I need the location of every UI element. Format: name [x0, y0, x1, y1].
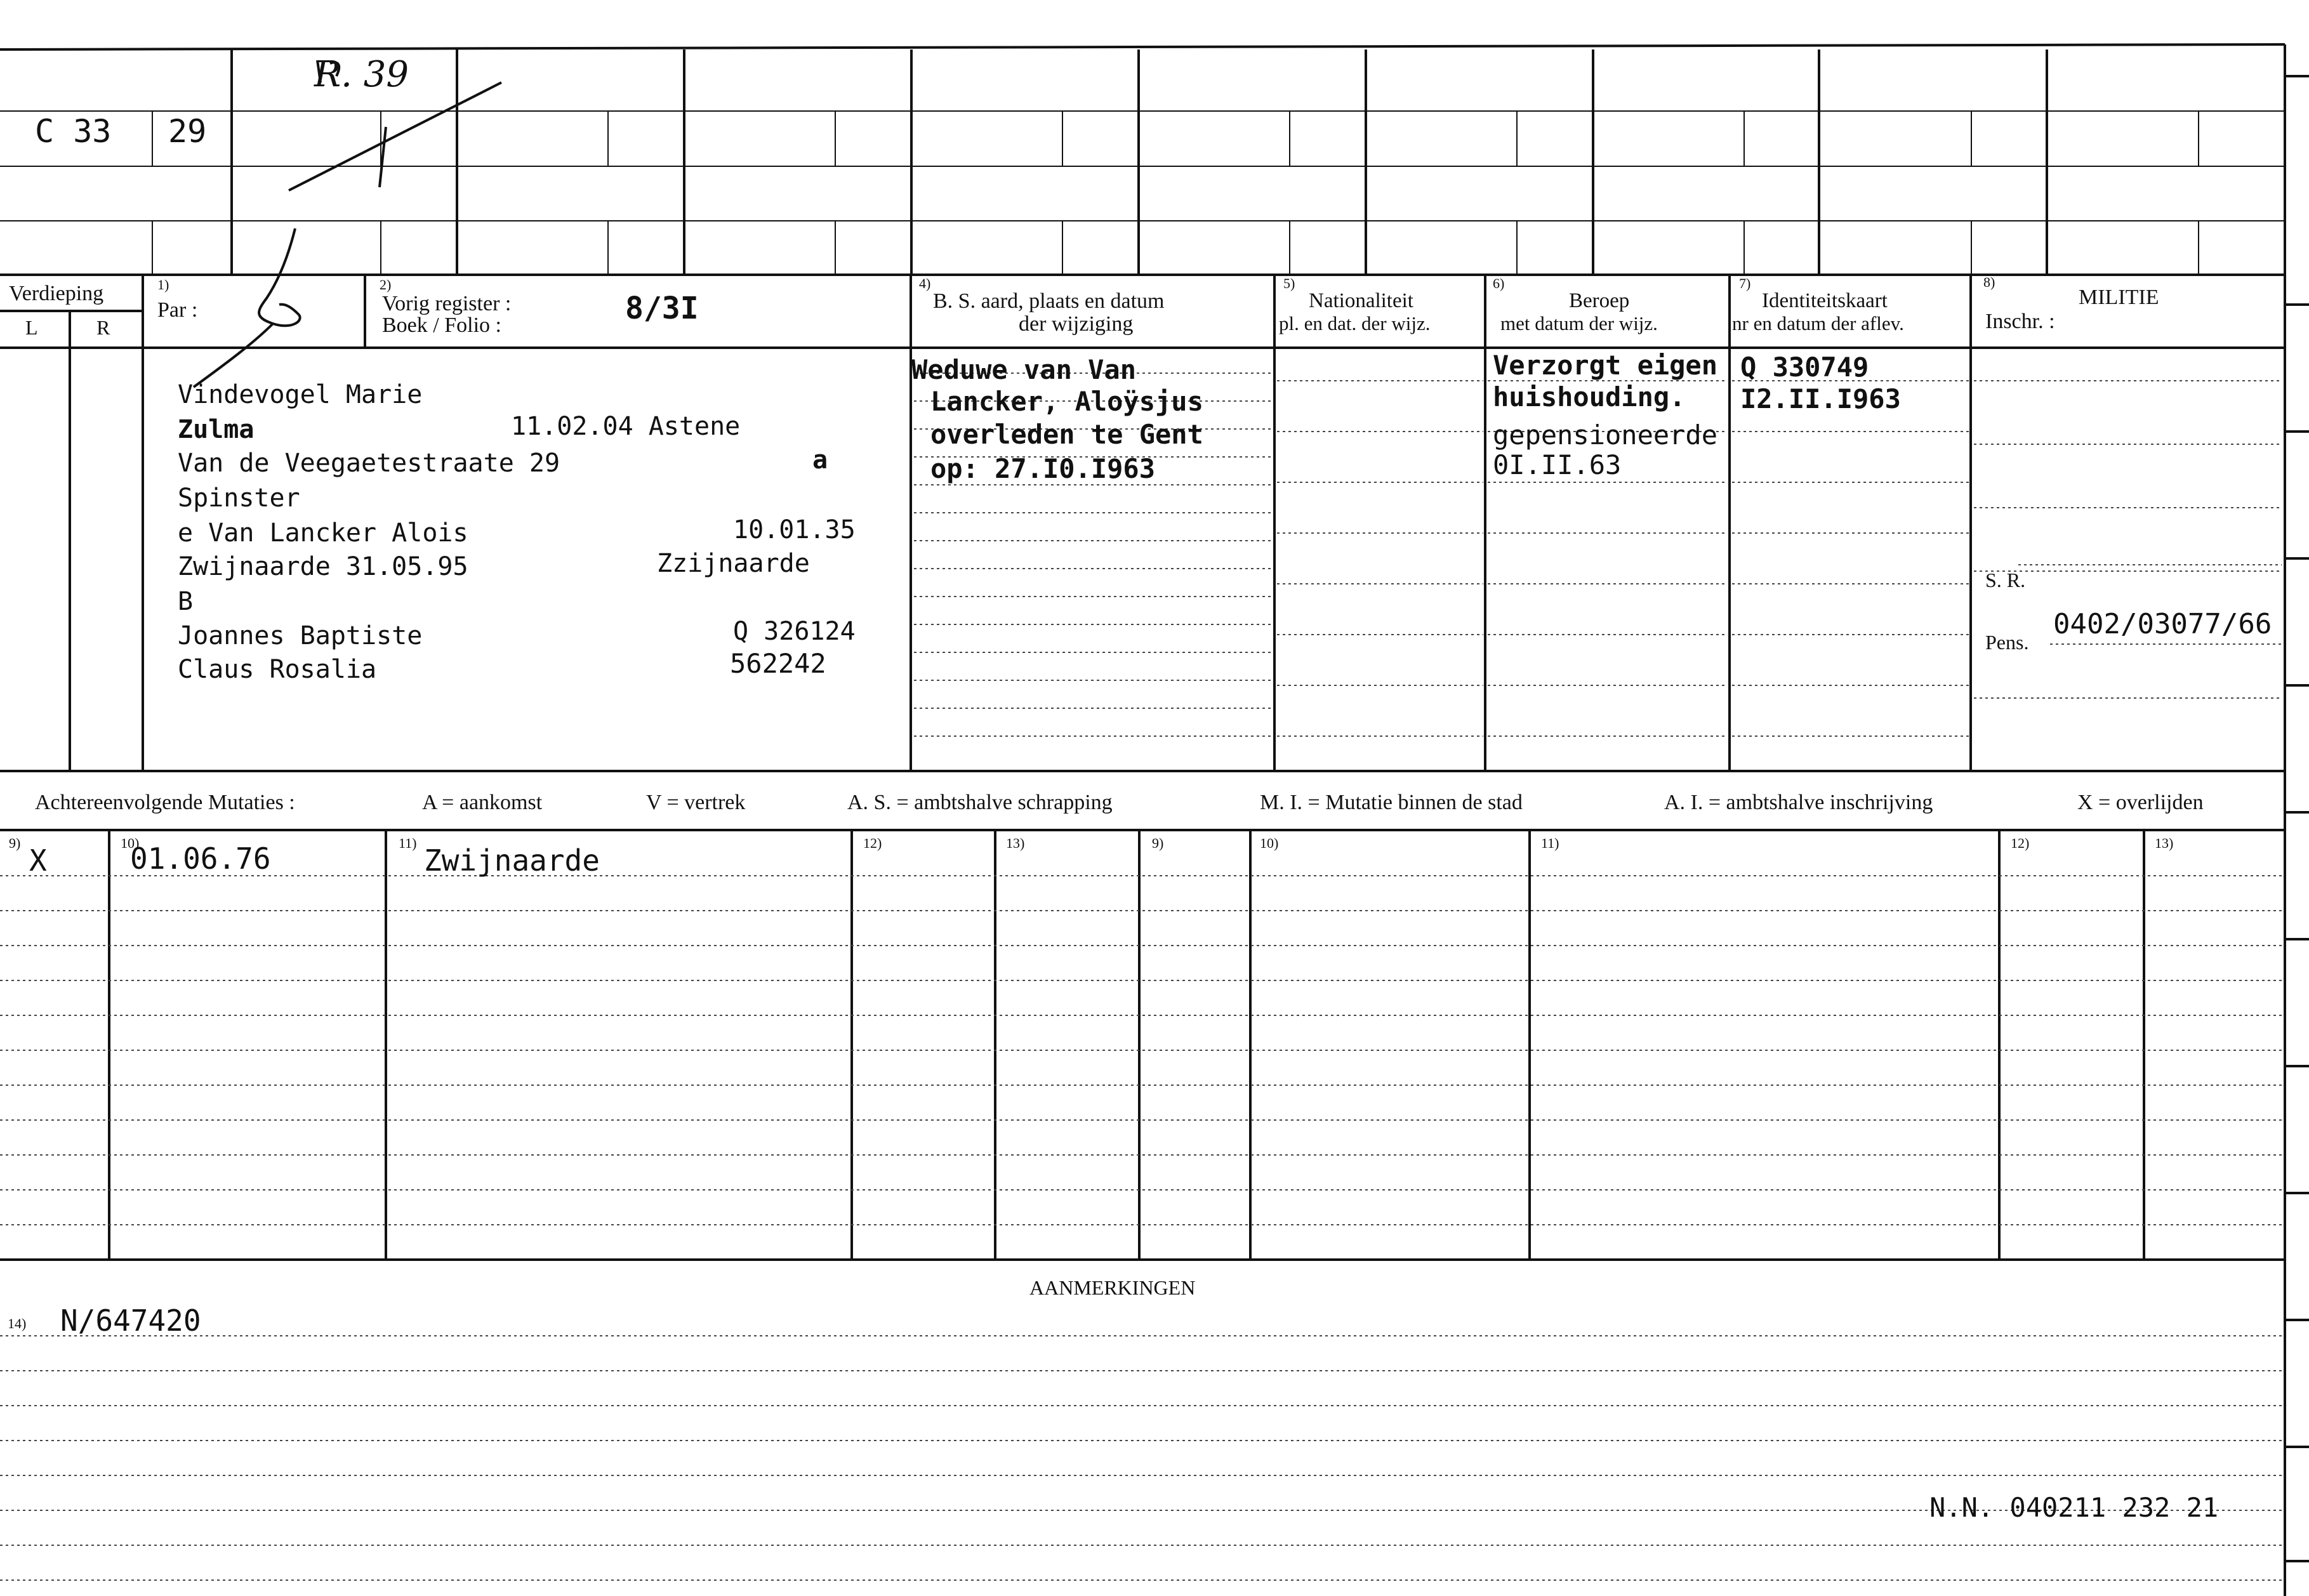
- legend-mutatie: M. I. = Mutatie binnen de stad: [1260, 791, 1523, 814]
- boek-folio-label: Boek / Folio :: [382, 313, 501, 337]
- mutatie-col-10a: 10): [121, 835, 140, 851]
- beroep-entry-1: Verzorgt eigen: [1493, 350, 1718, 381]
- mutatie-col-13b: 13): [2155, 835, 2174, 851]
- footnote-2: 2): [380, 277, 392, 293]
- beroep-entry-4: 0I.II.63: [1493, 449, 1622, 480]
- mutatie-col-11b: 11): [1541, 835, 1559, 851]
- person-birth: 11.02.04 Astene: [511, 412, 741, 441]
- legend-inschrijving: A. I. = ambtshalve inschrijving: [1664, 791, 1933, 814]
- code-value: C 33: [35, 113, 112, 150]
- mutatie-place: Zwijnaarde: [424, 843, 600, 878]
- person-status: B: [178, 587, 194, 616]
- vorig-register-label: Vorig register :: [382, 292, 512, 315]
- beroep-entry-2: huishouding.: [1493, 381, 1686, 412]
- id-card-date: I2.II.I963: [1740, 383, 1901, 414]
- right-label: R: [96, 316, 110, 339]
- pension-number: 0402/03077/66: [2053, 608, 2272, 640]
- mutatie-col-9b: 9): [1152, 835, 1164, 851]
- mutatie-col-13a: 13): [1006, 835, 1025, 851]
- aanmerkingen-title: AANMERKINGEN: [1029, 1276, 1196, 1299]
- remark-number: N/647420: [60, 1303, 201, 1338]
- mutatie-type: X: [29, 843, 47, 878]
- nationaliteit-header-line2: pl. en dat. der wijz.: [1279, 312, 1431, 334]
- person-name-line1: Vindevogel Marie: [178, 380, 423, 409]
- boek-folio-value: 8/3I: [625, 291, 699, 326]
- father-name: Joannes Baptiste: [178, 621, 423, 650]
- inschrijving-label: Inschr. :: [1985, 310, 2055, 333]
- bs-entry-2: Lancker, Aloÿsjus: [930, 386, 1203, 417]
- mother-name: Claus Rosalia: [178, 655, 377, 684]
- pens-label: Pens.: [1985, 631, 2029, 654]
- national-number: N.N. 040211 232 21: [1929, 1492, 2219, 1523]
- mutatie-col-10b: 10): [1260, 835, 1279, 851]
- footnote-1: 1): [157, 277, 169, 293]
- spouse-date: 10.01.35: [733, 515, 856, 544]
- footnote-6: 6): [1493, 275, 1505, 291]
- number-value: 29: [168, 113, 207, 150]
- nationaliteit-header-line1: Nationaliteit: [1309, 289, 1413, 312]
- spouse-birth: Zwijnaarde 31.05.95: [178, 552, 468, 581]
- identiteitskaart-header-line2: nr en datum der aflev.: [1732, 312, 1904, 334]
- mutatie-col-12a: 12): [863, 835, 882, 851]
- footnote-4: 4): [919, 275, 931, 291]
- beroep-header-line1: Beroep: [1569, 289, 1630, 312]
- person-name-line2: Zulma: [178, 415, 255, 444]
- legend-aankomst: A = aankomst: [422, 791, 543, 814]
- person-address: Van de Veegaetestraate 29: [178, 449, 560, 478]
- legend-overlijden: X = overlijden: [2077, 791, 2204, 814]
- spouse-name: e Van Lancker Alois: [178, 518, 468, 548]
- spouse-place: Zzijnaarde: [657, 549, 810, 578]
- mutatie-date: 01.06.76: [130, 841, 271, 876]
- bs-entry-3: overleden te Gent: [930, 419, 1203, 450]
- address-mark: a: [812, 445, 828, 475]
- footnote-14: 14): [8, 1316, 27, 1331]
- footnote-5: 5): [1283, 275, 1295, 291]
- footnote-8: 8): [1983, 274, 1995, 290]
- bs-entry-1: Weduwe van Van: [911, 354, 1137, 385]
- person-occupation: Spinster: [178, 484, 300, 513]
- legend-schrapping: A. S. = ambtshalve schrapping: [847, 791, 1113, 814]
- beroep-header-line2: met datum der wijz.: [1500, 312, 1658, 334]
- handwritten-register-note: R. 39: [314, 54, 409, 95]
- bs-entry-4: op: 27.I0.I963: [930, 453, 1156, 484]
- id-card-number: Q 330749: [1740, 352, 1869, 383]
- bs-header-line1: B. S. aard, plaats en datum: [933, 289, 1165, 313]
- verdieping-label: Verdieping: [9, 282, 104, 305]
- pen-strokes: [194, 60, 501, 387]
- mutaties-title: Achtereenvolgende Mutaties :: [35, 791, 295, 814]
- mutatie-col-12b: 12): [2011, 835, 2030, 851]
- footnote-7: 7): [1739, 275, 1751, 291]
- identiteitskaart-header-line1: Identiteitskaart: [1762, 289, 1888, 312]
- father-number: Q 326124: [733, 617, 856, 646]
- mutatie-col-9a: 9): [9, 835, 21, 851]
- bs-header-line2: der wijziging: [1019, 312, 1134, 336]
- militie-header: MILITIE: [2079, 286, 2159, 309]
- beroep-entry-3: gepensioneerde: [1493, 419, 1718, 451]
- mother-number: 562242: [730, 648, 826, 679]
- legend-vertrek: V = vertrek: [646, 791, 746, 814]
- par-label: Par :: [157, 298, 198, 322]
- left-label: L: [25, 316, 38, 339]
- mutatie-col-11a: 11): [399, 835, 417, 851]
- sr-label: S. R.: [1985, 569, 2026, 591]
